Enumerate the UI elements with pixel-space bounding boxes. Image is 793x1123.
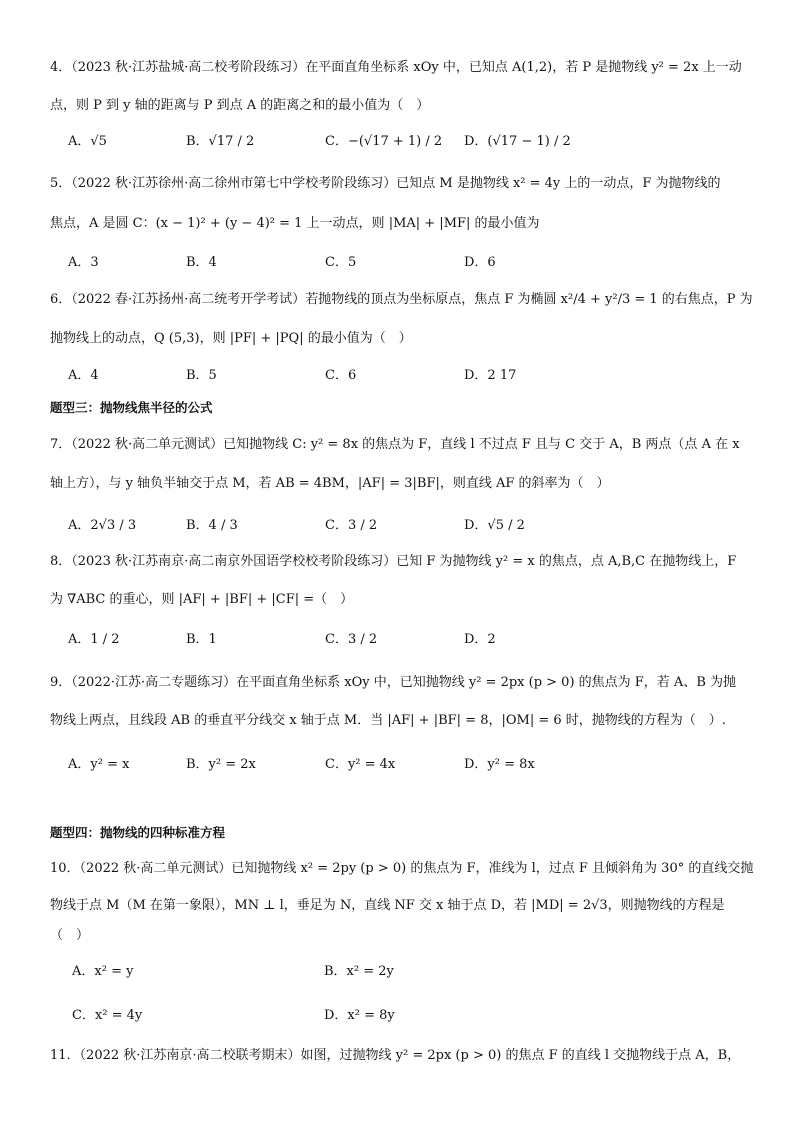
option-d: D．6 [464, 255, 496, 270]
question-5-line-2: 焦点，A 是圆 C：(x − 1)² + (y − 4)² = 1 上一动点，则 |MA| + |MF| 的最小值为 [50, 216, 540, 231]
question-10-line-1: 10．（2022 秋·高二单元测试）已知抛物线 x² = 2py (p > 0) 的焦点为 F，准线为 l，过点 F 且倾斜角为 30° 的直线交抛 [50, 861, 754, 876]
option-d: D．2 17 [464, 368, 517, 383]
option-a: A．y² = x [68, 757, 130, 772]
option-b: B．y² = 2x [186, 757, 256, 772]
option-d: D．y² = 8x [464, 757, 535, 772]
option-d: D．(√17 − 1) / 2 [464, 134, 571, 149]
question-9-line-1: 9．（2022·江苏·高二专题练习）在平面直角坐标系 xOy 中，已知抛物线 y² = 2px (p > 0) 的焦点为 F，若 A、B 为抛 [50, 675, 737, 690]
question-9-line-2: 物线上两点，且线段 AB 的垂直平分线交 x 轴于点 M．当 |AF| + |BF| = 8，|OM| = 6 时，抛物线的方程为（ ）. [50, 713, 726, 728]
question-9-options [68, 745, 753, 785]
option-c: C．−(√17 + 1) / 2 [325, 134, 443, 149]
question-10-line-3: （ ） [50, 928, 90, 943]
question-7-line-2: 轴上方），与 y 轴负半轴交于点 M，若 AB = 4BM，|AF| = 3|BF|，则直线 AF 的斜率为（ ） [50, 476, 610, 491]
option-c: C．5 [325, 255, 357, 270]
option-b: B．1 [186, 632, 217, 647]
option-b: B．5 [186, 368, 217, 383]
question-6-line-1: 6．（2022 春·江苏扬州·高二统考开学考试）若抛物线的顶点为坐标原点，焦点 F 为椭圆 x²/4 + y²/3 = 1 的右焦点，P 为 [50, 292, 753, 307]
question-7-line-1: 7．（2022 秋·高二单元测试）已知抛物线 C: y² = 8x 的焦点为 F，直线 l 不过点 F 且与 C 交于 A，B 两点（点 A 在 x [50, 437, 740, 452]
option-b: B．√17 / 2 [186, 134, 255, 149]
question-6-line-2: 抛物线上的动点，Q (5,3)，则 |PF| + |PQ| 的最小值为（ ） [50, 331, 412, 346]
question-5-options [68, 243, 753, 283]
option-c: C．3 / 2 [325, 518, 378, 533]
option-a: A．1 / 2 [68, 632, 120, 647]
question-5-line-1: 5．（2022 秋·江苏徐州·高二徐州市第七中学校考阶段练习）已知点 M 是抛物线 x² = 4y 上的一动点，F 为抛物线的 [50, 176, 721, 191]
question-6-options [68, 356, 753, 396]
option-c: C．3 / 2 [325, 632, 378, 647]
option-b: B．x² = 2y [324, 964, 394, 979]
question-8-line-1: 8．（2023 秋·江苏南京·高二南京外国语学校校考阶段练习）已知 F 为抛物线 y² = x 的焦点，点 A,B,C 在抛物线上，F [50, 554, 737, 569]
section-heading-4: 题型四：抛物线的四种标准方程 [50, 825, 226, 840]
option-a: A．x² = y [72, 964, 134, 979]
question-4-options [68, 122, 753, 162]
option-c: C．6 [325, 368, 357, 383]
question-10-line-2: 物线于点 M（M 在第一象限），MN ⊥ l，垂足为 N，直线 NF 交 x 轴于点 D，若 |MD| = 2√3，则抛物线的方程是 [50, 898, 725, 913]
option-a: A．3 [68, 255, 99, 270]
option-a: A．√5 [68, 134, 107, 149]
question-10-options-row-2 [72, 996, 753, 1036]
section-heading-3: 题型三：抛物线焦半径的公式 [50, 400, 213, 415]
question-11-line-1: 11．（2022 秋·江苏南京·高二校联考期末）如图，过抛物线 y² = 2px (p > 0) 的焦点 F 的直线 l 交抛物线于点 A，B， [50, 1048, 741, 1063]
question-10-options-row-1 [72, 952, 753, 992]
option-d: D．2 [464, 632, 496, 647]
option-b: B．4 / 3 [186, 518, 238, 533]
option-d: D．√5 / 2 [464, 518, 525, 533]
question-7-options [68, 506, 753, 546]
option-a: A．4 [68, 368, 99, 383]
question-8-line-2: 为 ∇ABC 的重心，则 |AF| + |BF| + |CF| =（ ） [50, 592, 354, 607]
question-4-line-1: 4．（2023 秋·江苏盐城·高二校考阶段练习）在平面直角坐标系 xOy 中，已知点 A(1,2)，若 P 是抛物线 y² = 2x 上一动 [50, 60, 742, 75]
option-b: B．4 [186, 255, 217, 270]
option-d: D．x² = 8y [324, 1008, 395, 1023]
option-a: A．2√3 / 3 [68, 518, 137, 533]
option-c: C．y² = 4x [325, 757, 396, 772]
option-c: C．x² = 4y [72, 1008, 143, 1023]
question-4-line-2: 点，则 P 到 y 轴的距离与 P 到点 A 的距离之和的最小值为（ ） [50, 98, 430, 113]
question-8-options [68, 620, 753, 660]
